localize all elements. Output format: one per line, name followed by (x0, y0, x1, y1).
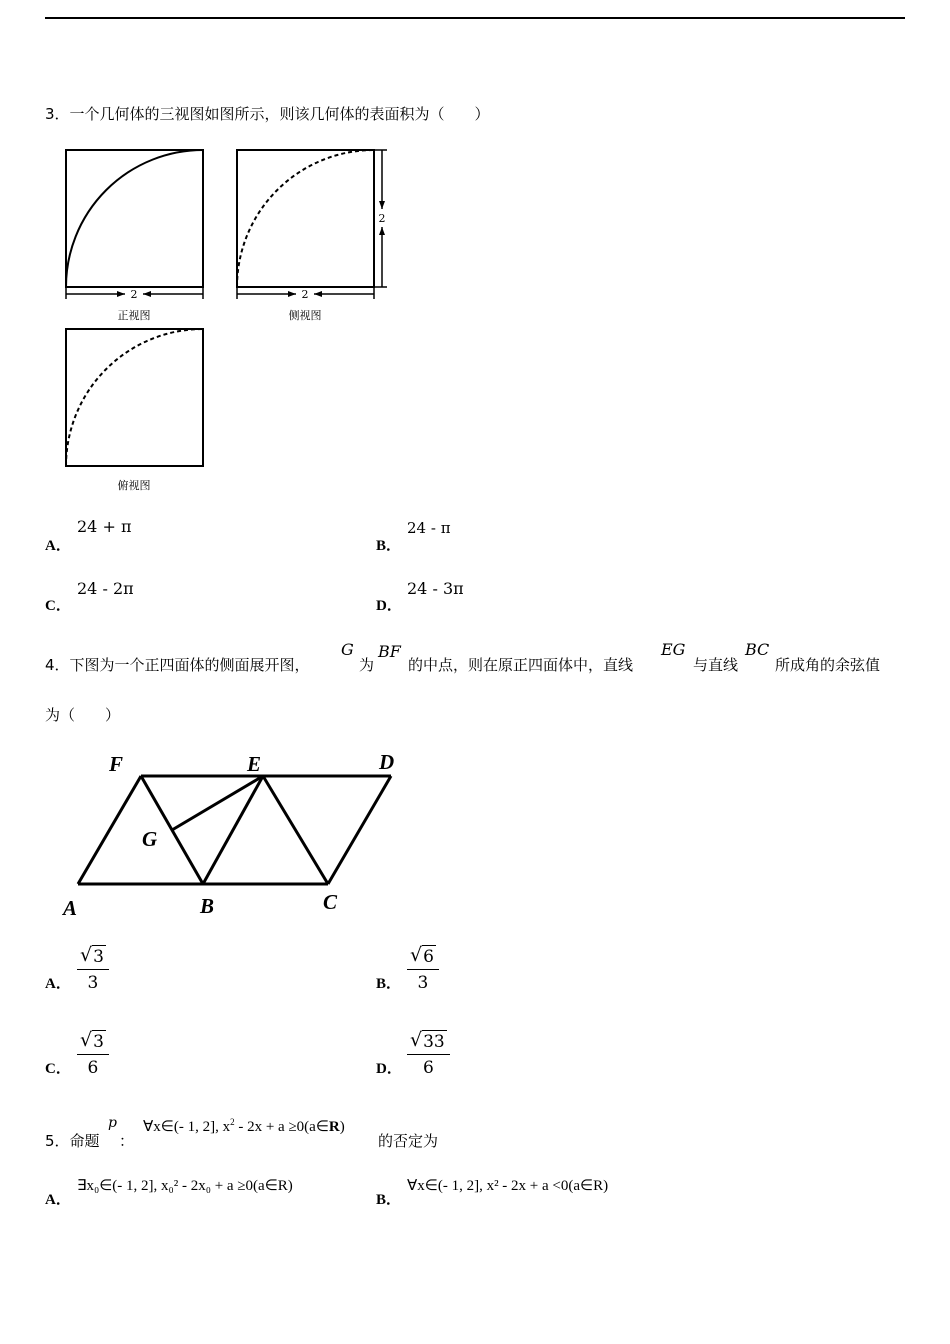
q4-stem-part-d: 所成角的余弦值 (775, 656, 881, 674)
q5-stem-part-b: 的否定为 (378, 1132, 439, 1150)
q5-colon: ： (119, 1132, 135, 1150)
q3-option-b-letter: B． (376, 538, 402, 554)
front-dim-label: 2 (130, 288, 138, 301)
q4-option-b-radicand: 6 (423, 947, 434, 967)
front-view-box (66, 150, 203, 287)
q5-proposition: ∀x∈(- 1, 2], $x^2 - 2x + a$ ≥0(a∈R) (143, 1117, 345, 1135)
q5-option-b-value: ∀x∈(- 1, 2], x² - 2x + a <0(a∈R) (407, 1178, 609, 1194)
q3-option-a-letter: A． (45, 538, 71, 554)
q4-stem-part-e: 为（ ） (45, 706, 121, 724)
q4-net-figure (55, 745, 415, 925)
q4-option-b-letter: B． (376, 976, 402, 992)
q4-option-b-fraction: √ 6 3 (407, 945, 439, 993)
q4-option-c-letter: C． (45, 1061, 71, 1077)
edge-cd (328, 776, 391, 884)
top-rule (45, 17, 905, 19)
top-view-dashed-arc (66, 329, 203, 466)
q4-option-a-radicand: 3 (93, 947, 104, 967)
q4-option-a-letter: A． (45, 976, 71, 992)
q4-word-wei: 为 (359, 656, 375, 674)
vertex-label-f: F (109, 752, 124, 776)
side-view-box (237, 150, 374, 287)
q4-option-c-denominator: 6 (87, 1058, 99, 1078)
q4-option-c-fraction: √ 3 6 (77, 1030, 109, 1078)
q3-option-c-value: 24 - 2π (77, 579, 134, 598)
front-view-arc (66, 150, 203, 287)
q4-stem-part-a: 4．下图为一个正四面体的侧面展开图， (45, 656, 310, 674)
edge-ec (263, 776, 328, 884)
q4-option-d-letter: D． (376, 1061, 402, 1077)
vertex-label-c: C (323, 890, 338, 914)
q4-stem-part-b: 的中点，则在原正四面体中，直线 (408, 656, 634, 674)
q5-option-a-value: ∃x₀∈(- 1, 2], x₀² - 2x₀ + a ≥0(a∈R) (77, 1178, 293, 1194)
q4-var-bf: BF (378, 642, 401, 661)
vertex-label-e: E (247, 752, 262, 776)
q4-option-b-denominator: 3 (417, 973, 429, 993)
q4-option-d-radicand: 33 (423, 1032, 445, 1052)
q4-var-eg: EG (661, 640, 686, 659)
q5-var-p: p (108, 1115, 117, 1131)
q4-option-d-fraction: √ 33 6 (407, 1030, 450, 1078)
q3-option-b-value: 24 - π (407, 519, 451, 537)
q5-stem-part-a: 5．命题 (45, 1132, 100, 1150)
q4-option-a-denominator: 3 (87, 973, 99, 993)
q3-option-d-letter: D． (376, 598, 402, 614)
q5-option-b-letter: B． (376, 1192, 402, 1208)
edge-af (78, 776, 141, 884)
side-view-dashed-arc (237, 150, 374, 287)
top-view-label: 俯视图 (117, 479, 151, 492)
vertex-label-g: G (142, 827, 158, 851)
q4-option-d-denominator: 6 (422, 1058, 434, 1078)
q4-option-a-fraction: √ 3 3 (77, 945, 109, 993)
q3-option-d-value: 24 - 3π (407, 579, 464, 598)
top-view-box (66, 329, 203, 466)
vertex-label-d: D (379, 750, 395, 774)
q5-option-a-letter: A． (45, 1192, 71, 1208)
side-dim-label: 2 (301, 288, 309, 301)
vertex-label-b: B (200, 894, 215, 918)
q3-stem: 3．一个几何体的三视图如图所示，则该几何体的表面积为（ ） (45, 105, 490, 123)
front-view-label: 正视图 (117, 309, 151, 322)
q4-var-g: G (341, 640, 354, 659)
q3-three-views-figure (55, 140, 395, 500)
q4-stem-part-c: 与直线 (693, 656, 739, 674)
q3-option-c-letter: C． (45, 598, 71, 614)
q4-var-bc: BC (745, 640, 770, 659)
vertex-label-a: A (63, 896, 78, 920)
q4-option-c-radicand: 3 (93, 1032, 104, 1052)
side-view-label: 侧视图 (288, 309, 322, 322)
q3-option-a-value: 24 + π (77, 517, 132, 536)
height-dim-label: 2 (378, 212, 386, 225)
